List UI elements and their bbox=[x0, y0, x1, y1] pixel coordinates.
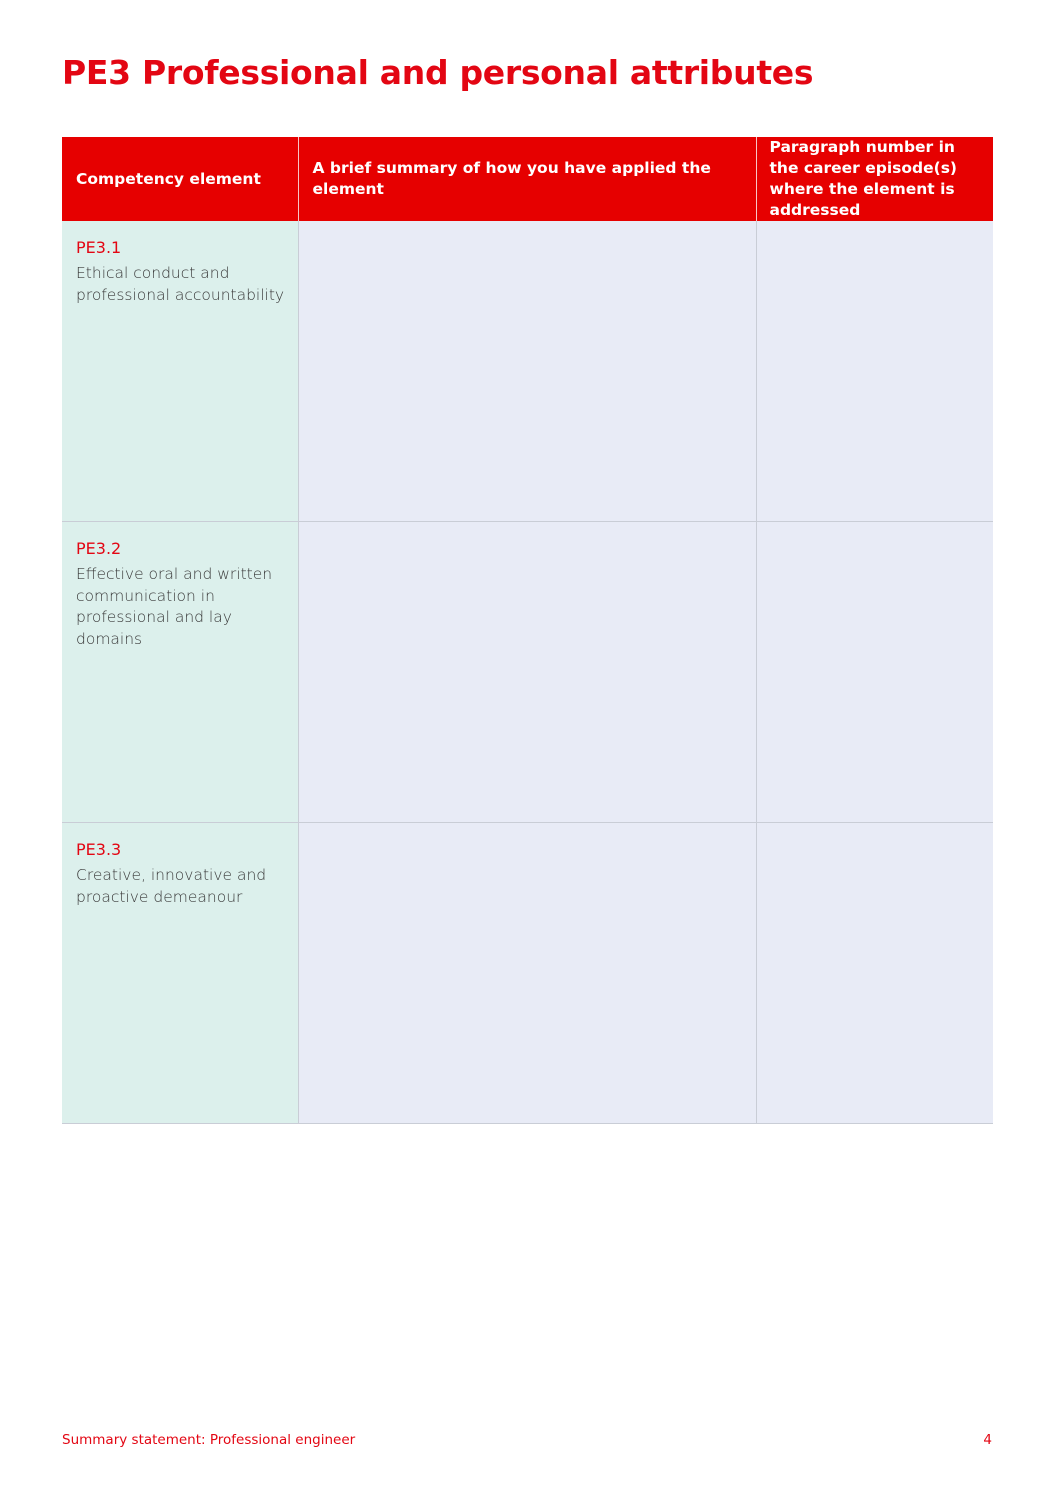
competency-description: Creative, innovative and proactive demeanour bbox=[76, 866, 267, 906]
page-number: 4 bbox=[983, 1432, 992, 1448]
summary-cell[interactable] bbox=[298, 221, 756, 522]
column-header-summary: A brief summary of how you have applied the element bbox=[298, 137, 756, 221]
competency-element-cell bbox=[62, 522, 298, 823]
competency-code: PE3.3 bbox=[76, 840, 122, 859]
competency-code: PE3.1 bbox=[76, 238, 122, 257]
column-header-paragraph-number: Paragraph number in the career episode(s) where the element is addressed bbox=[756, 137, 993, 221]
table-row bbox=[62, 823, 993, 1124]
table-header-row bbox=[62, 137, 993, 221]
competency-description: Effective oral and written communication in professional and lay domains bbox=[76, 565, 273, 648]
paragraph-number-cell[interactable] bbox=[756, 221, 993, 522]
competency-code: PE3.2 bbox=[76, 539, 122, 558]
competency-element-cell bbox=[62, 221, 298, 522]
column-header-competency-element: Competency element bbox=[62, 137, 298, 221]
table-row bbox=[62, 221, 993, 522]
paragraph-number-cell[interactable] bbox=[756, 522, 993, 823]
competency-element-cell bbox=[62, 823, 298, 1124]
summary-cell[interactable] bbox=[298, 823, 756, 1124]
competency-table bbox=[62, 137, 993, 1124]
competency-description: Ethical conduct and professional accountability bbox=[76, 264, 285, 304]
page-title: PE3 Professional and personal attributes bbox=[62, 53, 814, 92]
footer-document-label: Summary statement: Professional engineer bbox=[62, 1432, 356, 1448]
summary-cell[interactable] bbox=[298, 522, 756, 823]
table-row bbox=[62, 522, 993, 823]
paragraph-number-cell[interactable] bbox=[756, 823, 993, 1124]
